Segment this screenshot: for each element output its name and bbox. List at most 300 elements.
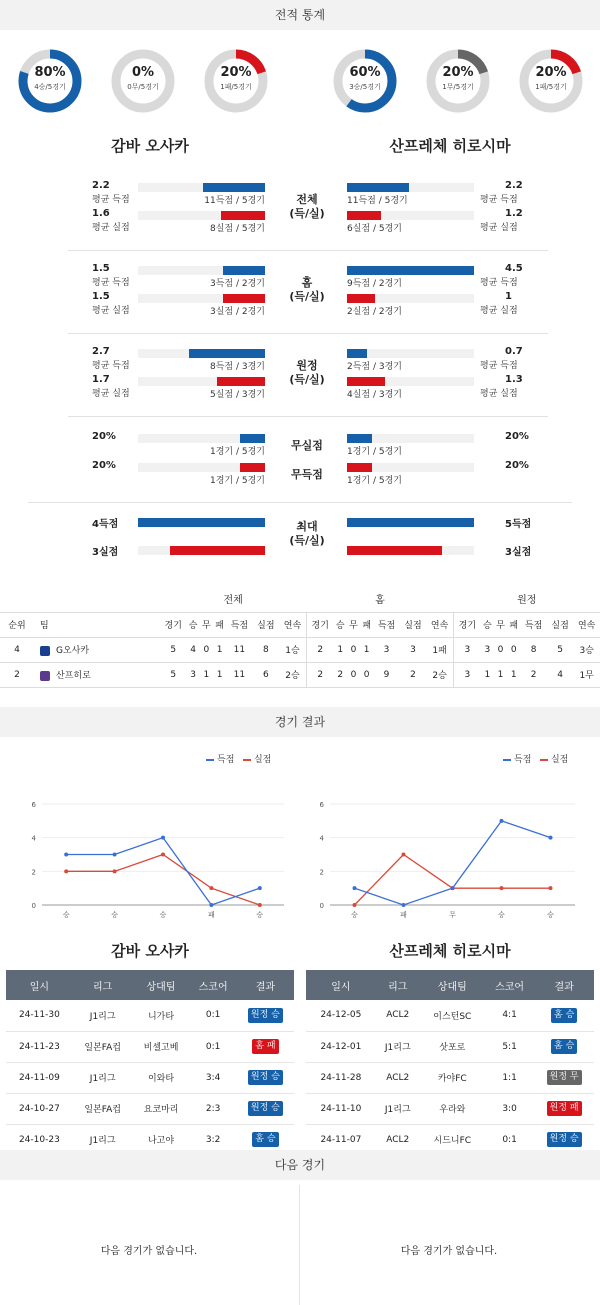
- standings-cell: 1패: [426, 637, 453, 662]
- conceded-point: [549, 886, 553, 890]
- comparison-home-label: [277, 276, 337, 304]
- home-stat-detail: 8실점 / 5경기: [210, 224, 265, 234]
- home-donut-0: [15, 46, 85, 116]
- standings-cell: 3: [453, 637, 480, 662]
- standings-cell: 2: [306, 637, 333, 662]
- conceded-point: [500, 886, 504, 890]
- home-stat-detail: 1경기 / 5경기: [210, 476, 265, 486]
- standings-column-header: 경기: [306, 612, 333, 637]
- home-results-title: 감바 오사카: [111, 942, 189, 960]
- away-results-title: 산프레체 히로시마: [389, 942, 511, 960]
- results-opp: 나고야: [133, 1124, 190, 1155]
- conceded-point: [161, 853, 165, 857]
- standings-table: [0, 586, 600, 688]
- home-bar-track: [138, 434, 265, 443]
- standings-row: [0, 637, 600, 662]
- away-bar-fill: [347, 266, 474, 275]
- home-bar-fill: [240, 463, 265, 472]
- chart-x-tick: 승: [111, 911, 118, 919]
- away-bar-track: [347, 518, 474, 527]
- home-bar-fill: [223, 266, 265, 275]
- donut-track: [116, 54, 170, 108]
- chart-x-tick: 패: [400, 911, 407, 919]
- standings-team-cell[interactable]: [34, 662, 160, 687]
- standings-column-header: 승: [481, 612, 494, 637]
- away-bar-track: [347, 434, 474, 443]
- comparison-divider: [68, 333, 548, 334]
- standings-cell: 1: [213, 662, 226, 687]
- home-bar-fill: [217, 377, 265, 386]
- away-results-table: [306, 970, 594, 1156]
- standings-cell: 1: [360, 637, 373, 662]
- away-stat-value: 5득점: [505, 519, 532, 530]
- results-row: [306, 1093, 594, 1124]
- home-next-match: 다음 경기가 없습니다.: [100, 1246, 198, 1257]
- conceded-point: [64, 869, 68, 873]
- donut-percent: 80%: [34, 65, 66, 80]
- standings-column-header: 패: [213, 612, 226, 637]
- standings-cell: 3: [186, 662, 199, 687]
- standings-team-header: 팀: [34, 612, 160, 637]
- result-badge: 원정 무: [547, 1070, 582, 1085]
- standings-cell: 5: [547, 637, 573, 662]
- standings-column-header: 실점: [400, 612, 426, 637]
- results-date: 24-11-23: [6, 1031, 73, 1062]
- away-stat-detail: 4실점 / 3경기: [347, 390, 402, 400]
- results-opp: 이와타: [133, 1062, 190, 1093]
- results-column-header: 일시: [6, 970, 73, 1000]
- away-bar-track: [347, 546, 474, 555]
- chart-x-tick: 승: [256, 911, 264, 919]
- comparison-divider: [28, 502, 572, 503]
- standings-column-header: 득점: [373, 612, 399, 637]
- results-column-header: 상대팀: [133, 970, 190, 1000]
- results-league: ACL2: [376, 1124, 420, 1155]
- standings-cell: 8: [520, 637, 546, 662]
- result-badge: 원정 승: [248, 1070, 283, 1085]
- home-donut-2: [201, 46, 271, 116]
- results-date: 24-12-05: [306, 1000, 376, 1031]
- team-logo-icon: [40, 671, 50, 681]
- away-bar-fill: [347, 294, 375, 303]
- standings-cell: 3: [400, 637, 426, 662]
- results-result-cell: [534, 1062, 594, 1093]
- donut-caption: 1무/5경기: [442, 83, 474, 91]
- legend-conceded-swatch: [243, 759, 251, 761]
- section-header-next: 다음 경기: [0, 1150, 600, 1180]
- results-league: J1리그: [376, 1031, 420, 1062]
- result-badge: 원정 승: [248, 1101, 283, 1116]
- home-stat-value: 4득점: [92, 519, 119, 530]
- results-score: 5:1: [485, 1031, 534, 1062]
- donut-ring: [330, 46, 400, 116]
- results-score: 3:2: [189, 1124, 236, 1155]
- home-stat-value: 2.7: [92, 346, 110, 357]
- home-bar-track: [138, 183, 265, 192]
- standings-cell: 1: [200, 662, 213, 687]
- standings-cell: 6: [253, 662, 279, 687]
- chart-y-tick: 0: [31, 902, 36, 910]
- standings-cell: 3승: [573, 637, 600, 662]
- away-stat-value: 2.2: [505, 180, 523, 191]
- legend-conceded-label: 실점: [550, 755, 569, 765]
- home-stat-detail: 1경기 / 5경기: [210, 447, 265, 457]
- home-bar-track: [138, 546, 265, 555]
- away-bar-fill: [347, 211, 381, 220]
- home-stat-label: 평균 득점: [92, 361, 130, 371]
- standings-group-home: 홈: [375, 595, 385, 607]
- away-stat-value: 20%: [505, 431, 529, 442]
- scored-point: [161, 836, 165, 840]
- results-date: 24-11-28: [306, 1062, 376, 1093]
- away-stat-detail: 9득점 / 2경기: [347, 279, 402, 289]
- standings-cell: 2승: [279, 662, 306, 687]
- results-league: J1리그: [73, 1000, 133, 1031]
- results-score: 0:1: [485, 1124, 534, 1155]
- results-result-cell: [534, 1093, 594, 1124]
- scored-point: [451, 886, 455, 890]
- standings-column-header: 연속: [573, 612, 600, 637]
- standings-cell: 4: [186, 637, 199, 662]
- donut-ring: [201, 46, 271, 116]
- donut-caption: 1패/5경기: [220, 83, 252, 91]
- chart-x-tick: 승: [62, 911, 70, 919]
- away-bar-fill: [347, 183, 409, 192]
- results-opp: 이스턴SC: [420, 1000, 485, 1031]
- comparison-label-line2: (득/실): [289, 207, 325, 220]
- standings-column-header: 패: [360, 612, 373, 637]
- away-stat-label: 평균 실점: [480, 389, 518, 399]
- team-logo-icon: [40, 646, 50, 656]
- away-stat-value: 3실점: [505, 547, 532, 558]
- scored-point: [549, 836, 553, 840]
- away-bar-fill: [347, 546, 442, 555]
- home-donut-1: [108, 46, 178, 116]
- away-bar-track: [347, 266, 474, 275]
- results-league: 일본FA컵: [73, 1031, 133, 1062]
- standings-cell: 5: [160, 662, 186, 687]
- results-league: J1리그: [73, 1124, 133, 1155]
- results-row: [306, 1062, 594, 1093]
- chart-y-tick: 4: [319, 834, 324, 843]
- result-badge: 홈 승: [551, 1008, 577, 1023]
- clean-sheet-label: 무실점: [291, 439, 323, 452]
- no-score-label: 무득점: [291, 468, 323, 481]
- results-date: 24-11-09: [6, 1062, 73, 1093]
- away-stat-detail: 11득점 / 5경기: [347, 196, 408, 206]
- home-stat-label: 평균 실점: [92, 306, 130, 316]
- scored-point: [209, 903, 213, 907]
- comparison-divider: [68, 416, 548, 417]
- away-stat-label: 평균 득점: [480, 278, 518, 288]
- results-column-header: 스코어: [485, 970, 534, 1000]
- donut-percent: 20%: [220, 65, 252, 80]
- legend-scored-label: 득점: [217, 755, 235, 765]
- comparison-max-label: [277, 520, 337, 548]
- donut-caption: 4승/5경기: [34, 83, 66, 91]
- standings-column-header: 승: [334, 612, 347, 637]
- standings-cell: 11: [226, 662, 252, 687]
- chart-x-tick: 승: [498, 911, 505, 919]
- standings-cell: 0: [360, 662, 373, 687]
- results-result-cell: [534, 1031, 594, 1062]
- conceded-point: [353, 903, 357, 907]
- home-stat-value: 3실점: [92, 547, 119, 558]
- results-opp: 삿포로: [420, 1031, 485, 1062]
- result-badge: 원정 승: [547, 1132, 582, 1147]
- away-stat-detail: 1경기 / 5경기: [347, 447, 402, 457]
- away-bar-track: [347, 183, 474, 192]
- away-donut-0: [330, 46, 400, 116]
- results-row: [6, 1093, 294, 1124]
- standings-column-header: 경기: [453, 612, 480, 637]
- away-stat-label: 평균 득점: [480, 361, 518, 371]
- results-row: [6, 1062, 294, 1093]
- away-stat-value: 4.5: [505, 263, 523, 274]
- standings-cell: 2: [334, 662, 347, 687]
- legend-scored-label: 득점: [514, 755, 532, 765]
- home-stat-detail: 8득점 / 3경기: [210, 362, 265, 372]
- comparison-overall-label: [277, 193, 337, 221]
- standings-cell: 0: [494, 637, 507, 662]
- away-stat-label: 평균 득점: [480, 195, 518, 205]
- conceded-point: [402, 853, 406, 857]
- home-stat-value: 1.7: [92, 374, 110, 385]
- comparison-label-line1: 홈: [301, 276, 313, 289]
- standings-cell: 0: [507, 637, 520, 662]
- standings-cell: 1무: [573, 662, 600, 687]
- standings-column-header: 실점: [547, 612, 573, 637]
- standings-column-header: 패: [507, 612, 520, 637]
- standings-cell: 1: [494, 662, 507, 687]
- home-stat-label: 평균 득점: [92, 195, 130, 205]
- legend-conceded-label: 실점: [253, 755, 272, 765]
- away-donut-1: [423, 46, 493, 116]
- home-stat-label: 평균 실점: [92, 223, 130, 233]
- home-bar-fill: [223, 294, 265, 303]
- results-result-cell: [237, 1031, 294, 1062]
- results-column-header: 상대팀: [420, 970, 485, 1000]
- donut-percent: 20%: [535, 65, 567, 80]
- chart-y-tick: 0: [319, 902, 324, 910]
- away-bar-track: [347, 463, 474, 472]
- donut-caption: 1패/5경기: [535, 83, 567, 91]
- away-chart-legend: [503, 752, 568, 765]
- results-date: 24-10-27: [6, 1093, 73, 1124]
- standings-column-header: 득점: [520, 612, 546, 637]
- section-header-stats: 전적 통계: [0, 0, 600, 30]
- standings-cell: 1승: [279, 637, 306, 662]
- conceded-line: [66, 855, 260, 906]
- standings-rank-header: 순위: [0, 612, 34, 637]
- standings-team-name: 산프히로: [56, 671, 91, 681]
- away-stat-value: 1: [505, 291, 512, 302]
- donut-caption: 3승/5경기: [349, 83, 381, 91]
- legend-scored-swatch: [503, 759, 511, 761]
- results-score: 3:0: [485, 1093, 534, 1124]
- chart-x-tick: 무: [449, 911, 456, 919]
- results-column-header: 스코어: [189, 970, 236, 1000]
- results-score: 2:3: [189, 1093, 236, 1124]
- home-stat-label: 평균 득점: [92, 278, 130, 288]
- donut-caption: 0무/5경기: [127, 83, 159, 91]
- results-row: [306, 1031, 594, 1062]
- away-bar-track: [347, 294, 474, 303]
- away-next-match: 다음 경기가 없습니다.: [400, 1246, 498, 1257]
- standings-cell: 8: [253, 637, 279, 662]
- standings-cell: 0: [200, 637, 213, 662]
- scored-point: [258, 886, 262, 890]
- standings-team-name: G오사카: [56, 646, 90, 656]
- home-stat-value: 1.5: [92, 263, 110, 274]
- results-opp: 카야FC: [420, 1062, 485, 1093]
- results-date: 24-11-30: [6, 1000, 73, 1031]
- results-column-header: 결과: [237, 970, 294, 1000]
- comparison-away-label: [277, 359, 337, 387]
- donut-percent: 20%: [442, 65, 474, 80]
- results-column-header: 리그: [73, 970, 133, 1000]
- chart-x-tick: 승: [159, 911, 167, 919]
- away-stat-value: 1.2: [505, 208, 523, 219]
- standings-rank: 2: [0, 662, 34, 687]
- results-opp: 요코마리: [133, 1093, 190, 1124]
- standings-cell: 0: [347, 662, 360, 687]
- home-bar-fill: [170, 546, 265, 555]
- results-row: [6, 1031, 294, 1062]
- home-stat-value: 1.5: [92, 291, 110, 302]
- standings-cell: 1: [334, 637, 347, 662]
- results-date: 24-10-23: [6, 1124, 73, 1155]
- home-stat-detail: 3득점 / 2경기: [210, 279, 265, 289]
- results-opp: 우라와: [420, 1093, 485, 1124]
- away-bar-fill: [347, 463, 372, 472]
- legend-conceded-swatch: [540, 759, 548, 761]
- away-stat-detail: 2득점 / 3경기: [347, 362, 402, 372]
- conceded-point: [209, 886, 213, 890]
- standings-cell: 3: [373, 637, 399, 662]
- standings-column-header: 연속: [426, 612, 453, 637]
- donut-ring: [108, 46, 178, 116]
- standings-group-total: 전체: [223, 595, 243, 607]
- result-badge: 홈 패: [252, 1039, 278, 1054]
- standings-rank: 4: [0, 637, 34, 662]
- results-date: 24-11-10: [306, 1093, 376, 1124]
- comparison-label-line1: 원정: [296, 359, 318, 372]
- chart-y-tick: 6: [31, 801, 36, 809]
- home-bar-fill: [189, 349, 265, 358]
- chart-x-tick: 패: [208, 911, 215, 919]
- home-bar-track: [138, 211, 265, 220]
- home-bar-track: [138, 377, 265, 386]
- results-league: J1리그: [73, 1062, 133, 1093]
- chart-y-tick: 6: [319, 801, 324, 809]
- scored-point: [64, 853, 68, 857]
- standings-cell: 0: [347, 637, 360, 662]
- results-league: 일본FA컵: [73, 1093, 133, 1124]
- standings-cell: 2: [520, 662, 546, 687]
- legend-scored-swatch: [206, 759, 214, 761]
- results-column-header: 일시: [306, 970, 376, 1000]
- away-bar-fill: [347, 518, 474, 527]
- results-score: 0:1: [189, 1031, 236, 1062]
- home-bar-track: [138, 463, 265, 472]
- results-opp: 시드니FC: [420, 1124, 485, 1155]
- home-stat-detail: 5실점 / 3경기: [210, 390, 265, 400]
- conceded-point: [113, 869, 117, 873]
- standings-cell: 3: [453, 662, 480, 687]
- scored-point: [113, 853, 117, 857]
- standings-column-header: 승: [186, 612, 199, 637]
- home-stat-detail: 11득점 / 5경기: [204, 196, 265, 206]
- standings-column-header: 연속: [279, 612, 306, 637]
- results-result-cell: [237, 1062, 294, 1093]
- results-opp: 니가타: [133, 1000, 190, 1031]
- home-bar-fill: [221, 211, 265, 220]
- away-bar-fill: [347, 377, 385, 386]
- standings-cell: 3: [481, 637, 494, 662]
- home-bar-track: [138, 266, 265, 275]
- results-result-cell: [237, 1093, 294, 1124]
- donut-ring: [15, 46, 85, 116]
- standings-column-header: 무: [200, 612, 213, 637]
- standings-column-header: 실점: [253, 612, 279, 637]
- chart-y-tick: 4: [31, 834, 36, 843]
- away-donut-2: [516, 46, 586, 116]
- results-date: 24-12-01: [306, 1031, 376, 1062]
- results-score: 3:4: [189, 1062, 236, 1093]
- comparison-label-line2: (득/실): [289, 290, 325, 303]
- away-bar-track: [347, 377, 474, 386]
- home-bar-fill: [203, 183, 265, 192]
- results-league: ACL2: [376, 1000, 420, 1031]
- standings-cell: 5: [160, 637, 186, 662]
- home-stat-value: 20%: [92, 460, 116, 471]
- comparison-label-line1: 전체: [296, 193, 318, 206]
- scored-point: [402, 903, 406, 907]
- home-recent-chart: [20, 790, 290, 925]
- away-stat-value: 1.3: [505, 374, 523, 385]
- result-badge: 홈 승: [551, 1039, 577, 1054]
- home-chart-legend: [206, 752, 271, 765]
- results-league: J1리그: [376, 1093, 420, 1124]
- home-stat-value: 2.2: [92, 180, 110, 191]
- chart-y-tick: 2: [319, 868, 324, 877]
- away-stat-detail: 2실점 / 2경기: [347, 307, 402, 317]
- standings-column-header: 경기: [160, 612, 186, 637]
- scored-line: [355, 821, 551, 905]
- home-bar-track: [138, 294, 265, 303]
- standings-cell: 9: [373, 662, 399, 687]
- away-stat-label: 평균 실점: [480, 223, 518, 233]
- home-stat-label: 평균 실점: [92, 389, 130, 399]
- result-badge: 홈 승: [252, 1132, 278, 1147]
- donut-ring: [423, 46, 493, 116]
- results-opp: 비셀고베: [133, 1031, 190, 1062]
- results-score: 4:1: [485, 1000, 534, 1031]
- standings-cell: 2: [400, 662, 426, 687]
- standings-team-cell[interactable]: [34, 637, 160, 662]
- standings-cell: 2: [306, 662, 333, 687]
- away-stat-value: 0.7: [505, 346, 523, 357]
- home-stat-value: 20%: [92, 431, 116, 442]
- results-column-header: 리그: [376, 970, 420, 1000]
- results-result-cell: [534, 1000, 594, 1031]
- away-stat-detail: 6실점 / 5경기: [347, 224, 402, 234]
- results-score: 0:1: [189, 1000, 236, 1031]
- home-bar-track: [138, 518, 265, 527]
- comparison-label-line2: (득/실): [289, 373, 325, 386]
- donut-percent: 0%: [131, 65, 155, 80]
